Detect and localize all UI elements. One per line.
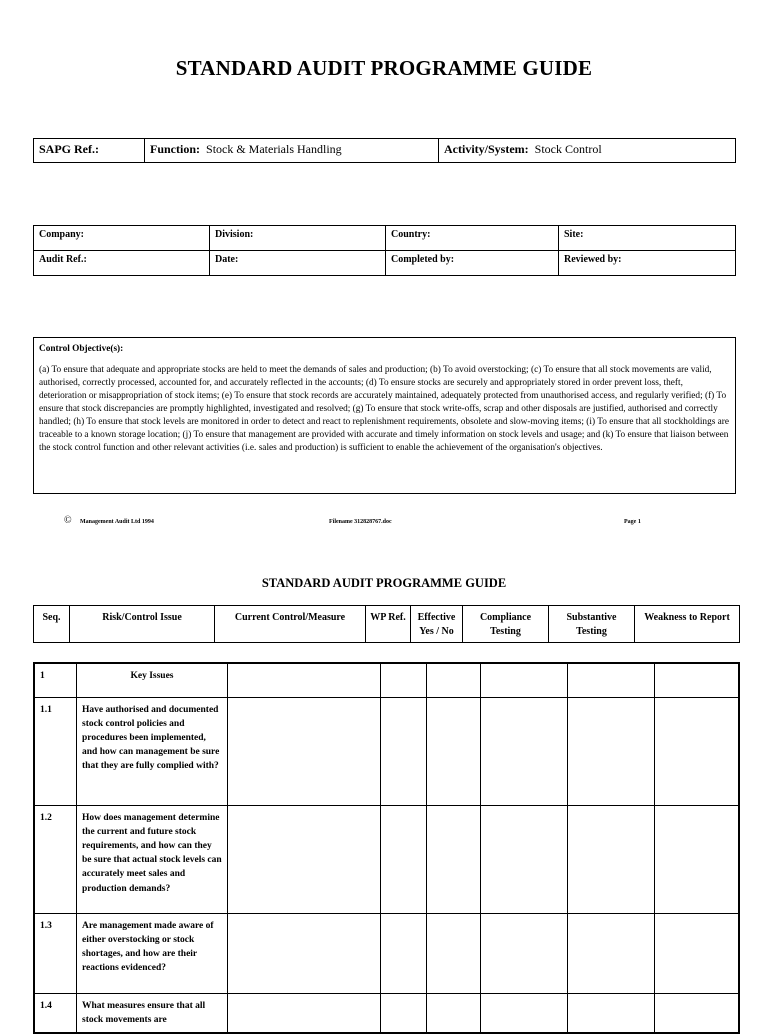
row-cell: [655, 697, 740, 805]
row-issue: What measures ensure that all stock movements are: [77, 993, 228, 1033]
col-effective: Effective Yes / No: [411, 606, 463, 643]
row-cell: [481, 663, 568, 697]
row-cell: [655, 913, 740, 993]
row-issue: Are management made aware of either overstocking or stock shortages, and how are their reactions evidenced?: [77, 913, 228, 993]
row-cell: [228, 913, 381, 993]
column-header-table: [33, 605, 740, 643]
col-seq: Seq.: [34, 606, 70, 643]
sapg-ref-label: SAPG Ref.:: [39, 142, 99, 156]
control-objectives-box: [33, 337, 736, 494]
row-cell: [427, 663, 481, 697]
row-cell: [381, 697, 427, 805]
table-row: [34, 663, 739, 697]
sapg-ref-table: [33, 138, 736, 163]
col-wp-ref: WP Ref.: [366, 606, 411, 643]
function-cell: [145, 139, 439, 163]
control-objectives-heading: Control Objective(s):: [39, 344, 124, 354]
row-cell: [481, 805, 568, 913]
row-seq: 1: [34, 663, 77, 697]
activity-cell: [439, 139, 736, 163]
row-issue: Have authorised and documented stock control policies and procedures been implemented, and how can management be sure that they are fully complied with?: [77, 697, 228, 805]
row-cell: [381, 805, 427, 913]
control-objectives-text: (a) To ensure that adequate and appropriate stocks are held to meet the demands of sales and production; (b) To avoid overstocking; (c) To ensure that all stock movements are valid, authorised, correctly processed, accounted for, and accurately reflected in the accounts; (d) To ensure stocks are securely and appropriately stored in order prevent loss, theft, deterioration or misappropriation of stock items; (e) To ensure that stock records are accurately maintained, adequately protected from unauthorised access, and regularly verified; (f) To ensure that stock discrepancies are promptly highlighted, investigated and resolved; (g) To ensure that stock write-offs, scrap and other disposals are justified, authorised and correctly handled; (h) To ensure that stock levels are monitored in order to detect and react to replenishment requirements, obsolete and slow-moving items; (i) To ensure that all stockholdings are traceable to a known storage location; (j) To ensure that management are provided with accurate and timely information on stock levels and usage; and (k) To ensure that liaison between the stock control function and other relevant activities (i.e. sales and production) is sufficient to enable the achievement of the organisation's objectives.: [39, 365, 730, 453]
row-cell: [228, 993, 381, 1033]
row-cell: [481, 913, 568, 993]
row-cell: [228, 663, 381, 697]
table-row: [34, 993, 739, 1033]
row-seq: 1.3: [34, 913, 77, 993]
function-value: Stock & Materials Handling: [206, 142, 342, 156]
row-cell: [568, 913, 655, 993]
row-cell: [381, 663, 427, 697]
country-label: Country:: [386, 226, 559, 251]
row-cell: [568, 663, 655, 697]
footer-page: Page 1: [624, 519, 641, 525]
row-cell: [427, 913, 481, 993]
row-seq: 1.4: [34, 993, 77, 1033]
row-cell: [427, 993, 481, 1033]
row-cell: [427, 805, 481, 913]
row-cell: [568, 697, 655, 805]
table-row: [34, 913, 739, 993]
row-cell: [381, 993, 427, 1033]
activity-value: Stock Control: [534, 142, 602, 156]
audit-info-table: [33, 225, 736, 276]
row-cell: [655, 993, 740, 1033]
row-cell: [655, 805, 740, 913]
row-cell: [381, 913, 427, 993]
col-weakness: Weakness to Report: [635, 606, 740, 643]
row-issue: How does management determine the current and future stock requirements, and how can they be sure that actual stock levels can accurately meet sales and production demands?: [77, 805, 228, 913]
function-label: Function:: [150, 142, 201, 156]
site-label: Site:: [559, 226, 736, 251]
date-label: Date:: [210, 251, 386, 276]
col-compliance-testing: Compliance Testing: [463, 606, 549, 643]
table-row: [34, 805, 739, 913]
section-title: STANDARD AUDIT PROGRAMME GUIDE: [261, 576, 507, 590]
row-seq: 1.1: [34, 697, 77, 805]
row-cell: [568, 993, 655, 1033]
col-substantive-testing: Substantive Testing: [549, 606, 635, 643]
reviewed-by-label: Reviewed by:: [559, 251, 736, 276]
row-cell: [481, 993, 568, 1033]
sapg-ref-cell: [34, 139, 145, 163]
row-cell: [655, 663, 740, 697]
row-cell: [568, 805, 655, 913]
audit-programme-table: [33, 662, 740, 1034]
activity-label: Activity/System:: [444, 142, 529, 156]
completed-by-label: Completed by:: [386, 251, 559, 276]
division-label: Division:: [210, 226, 386, 251]
audit-ref-label: Audit Ref.:: [34, 251, 210, 276]
col-current-control: Current Control/Measure: [215, 606, 366, 643]
row-cell: [228, 697, 381, 805]
row-cell: [228, 805, 381, 913]
footer-copyright: Management Audit Ltd 1994: [80, 519, 154, 525]
table-row: [34, 697, 739, 805]
row-cell: [481, 697, 568, 805]
row-cell: [427, 697, 481, 805]
row-seq: 1.2: [34, 805, 77, 913]
footer-filename: Filename 312828767.doc: [329, 519, 392, 525]
page-title: STANDARD AUDIT PROGRAMME GUIDE: [175, 56, 593, 80]
row-issue: Key Issues: [77, 663, 228, 697]
col-risk-control-issue: Risk/Control Issue: [70, 606, 215, 643]
copyright-symbol: ©: [64, 515, 72, 526]
company-label: Company:: [34, 226, 210, 251]
